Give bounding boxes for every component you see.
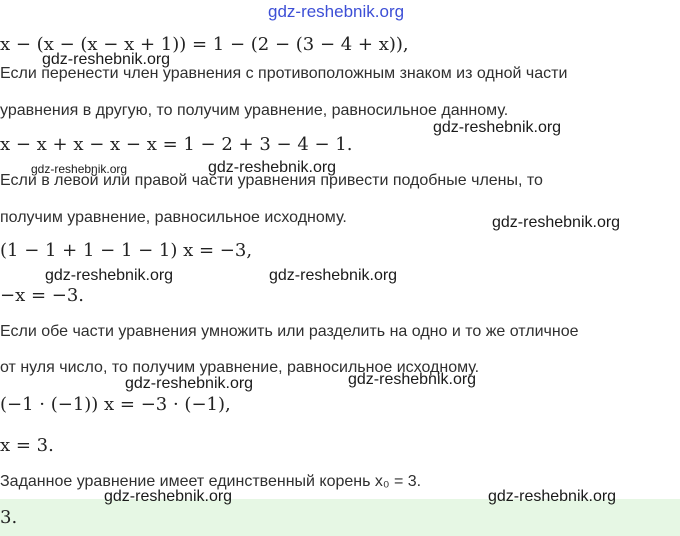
equation-line-2: x − x + x − x − x = 1 − 2 + 3 − 4 − 1. (0, 134, 353, 155)
equation-line-1: x − (x − (x − x + 1)) = 1 − (2 − (3 − 4 + x)), (0, 34, 409, 55)
equation-line-6: x = 3. (0, 435, 54, 456)
equation-line-3: (1 − 1 + 1 − 1 − 1) x = −3, (0, 240, 253, 261)
watermark: gdz-reshebnik.org (125, 375, 254, 392)
explanation-line: от нуля число, то получим уравнение, равносильное исходному. (0, 359, 480, 376)
answer-value: 3. (0, 507, 18, 528)
watermark: gdz-reshebnik.org (492, 214, 621, 231)
watermark: gdz-reshebnik.org (208, 159, 337, 176)
explanation-line: получим уравнение, равносильное исходному. (0, 209, 347, 226)
explanation-line: Если обе части уравнения умножить или разделить на одно и то же отличное (0, 323, 579, 340)
explanation-line: Если перенести член уравнения с противоположным знаком из одной части (0, 65, 568, 82)
watermark: gdz-reshebnik.org (269, 267, 398, 284)
equation-line-4: −x = −3. (0, 285, 85, 306)
watermark: gdz-reshebnik.org (488, 488, 617, 505)
equation-line-5: (−1 · (−1)) x = −3 · (−1), (0, 394, 231, 415)
watermark: gdz-reshebnik.org (104, 488, 233, 505)
watermark: gdz-reshebnik.org (42, 51, 171, 68)
explanation-line: Если в левой или правой части уравнения привести подобные члены, то (0, 172, 543, 189)
watermark-top: gdz-reshebnik.org (268, 2, 405, 21)
watermark: gdz-reshebnik.org (31, 162, 128, 176)
explanation-line: уравнения в другую, то получим уравнение, равносильное данному. (0, 102, 509, 119)
conclusion-line: Заданное уравнение имеет единственный корень x₀ = 3. (0, 473, 422, 490)
watermark: gdz-reshebnik.org (433, 119, 562, 136)
watermark: gdz-reshebnik.org (348, 371, 477, 388)
watermark: gdz-reshebnik.org (45, 267, 174, 284)
